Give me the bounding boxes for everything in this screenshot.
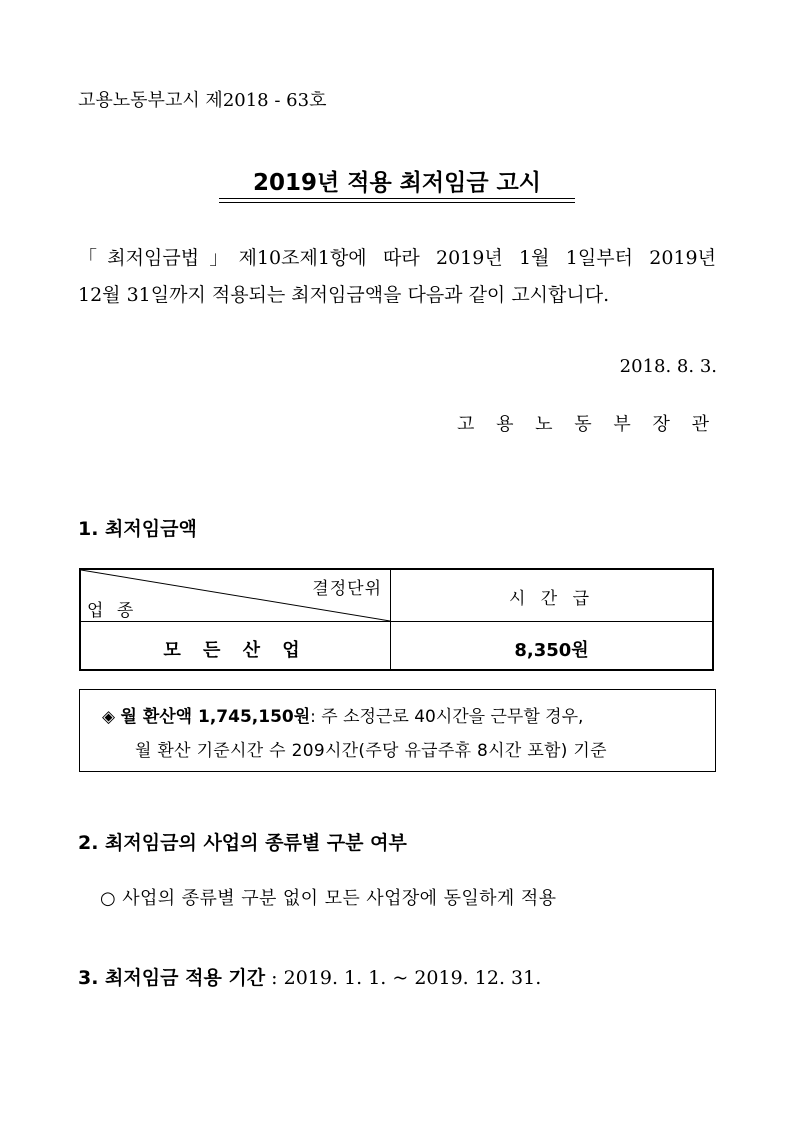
section-2-heading: 2. 최저임금의 사업의 종류별 구분 여부 — [78, 832, 407, 854]
table-cell-wage: 8,350원 — [514, 640, 589, 661]
note-line-1 — [102, 702, 713, 727]
body-line-1: 「최저임금법」제10조제1항에 따라 2019년 1월 1일부터 2019년 — [78, 247, 716, 269]
title-block — [219, 164, 575, 202]
minimum-wage-table — [79, 568, 714, 671]
header-industry-label: 업 종 — [87, 601, 138, 621]
section-3-heading — [78, 963, 541, 990]
issue-date: 2018. 8. 3. — [619, 356, 717, 377]
table-row-divider — [81, 621, 712, 622]
section-1-heading: 1. 최저임금액 — [78, 518, 197, 540]
page-title: 2019년 적용 최저임금 고시 — [253, 170, 541, 196]
body-paragraph — [78, 240, 716, 314]
monthly-conversion-note — [79, 689, 716, 772]
monthly-amount-label: 월 환산액 1,745,150원 — [120, 707, 311, 727]
section-2-item: ○ 사업의 종류별 구분 없이 모든 사업장에 동일하게 적용 — [100, 888, 557, 909]
notice-number: 고용노동부고시 제2018 - 63호 — [78, 90, 327, 111]
issuer-title: 고 용 노 동 부 장 관 — [456, 414, 717, 435]
diamond-bullet-icon: ◈ — [102, 707, 116, 727]
note-line-1-text: : 주 소정근로 40시간을 근무할 경우, — [310, 707, 584, 727]
body-line-2: 12월 31일까지 적용되는 최저임금액을 다음과 같이 고시합니다. — [78, 284, 610, 306]
note-line-2: 월 환산 기준시간 수 209시간(주당 유급주휴 8시간 포함) 기준 — [135, 741, 607, 761]
section-3-title: 3. 최저임금 적용 기간 — [78, 967, 266, 989]
title-underline-thin — [219, 202, 575, 203]
header-hourly-rate: 시 간 급 — [508, 589, 595, 609]
header-unit-label: 결정단위 — [312, 579, 382, 599]
title-underline — [219, 198, 575, 199]
table-cell-industry: 모 든 산 업 — [163, 640, 308, 661]
application-period: : 2019. 1. 1. ~ 2019. 12. 31. — [265, 967, 542, 989]
